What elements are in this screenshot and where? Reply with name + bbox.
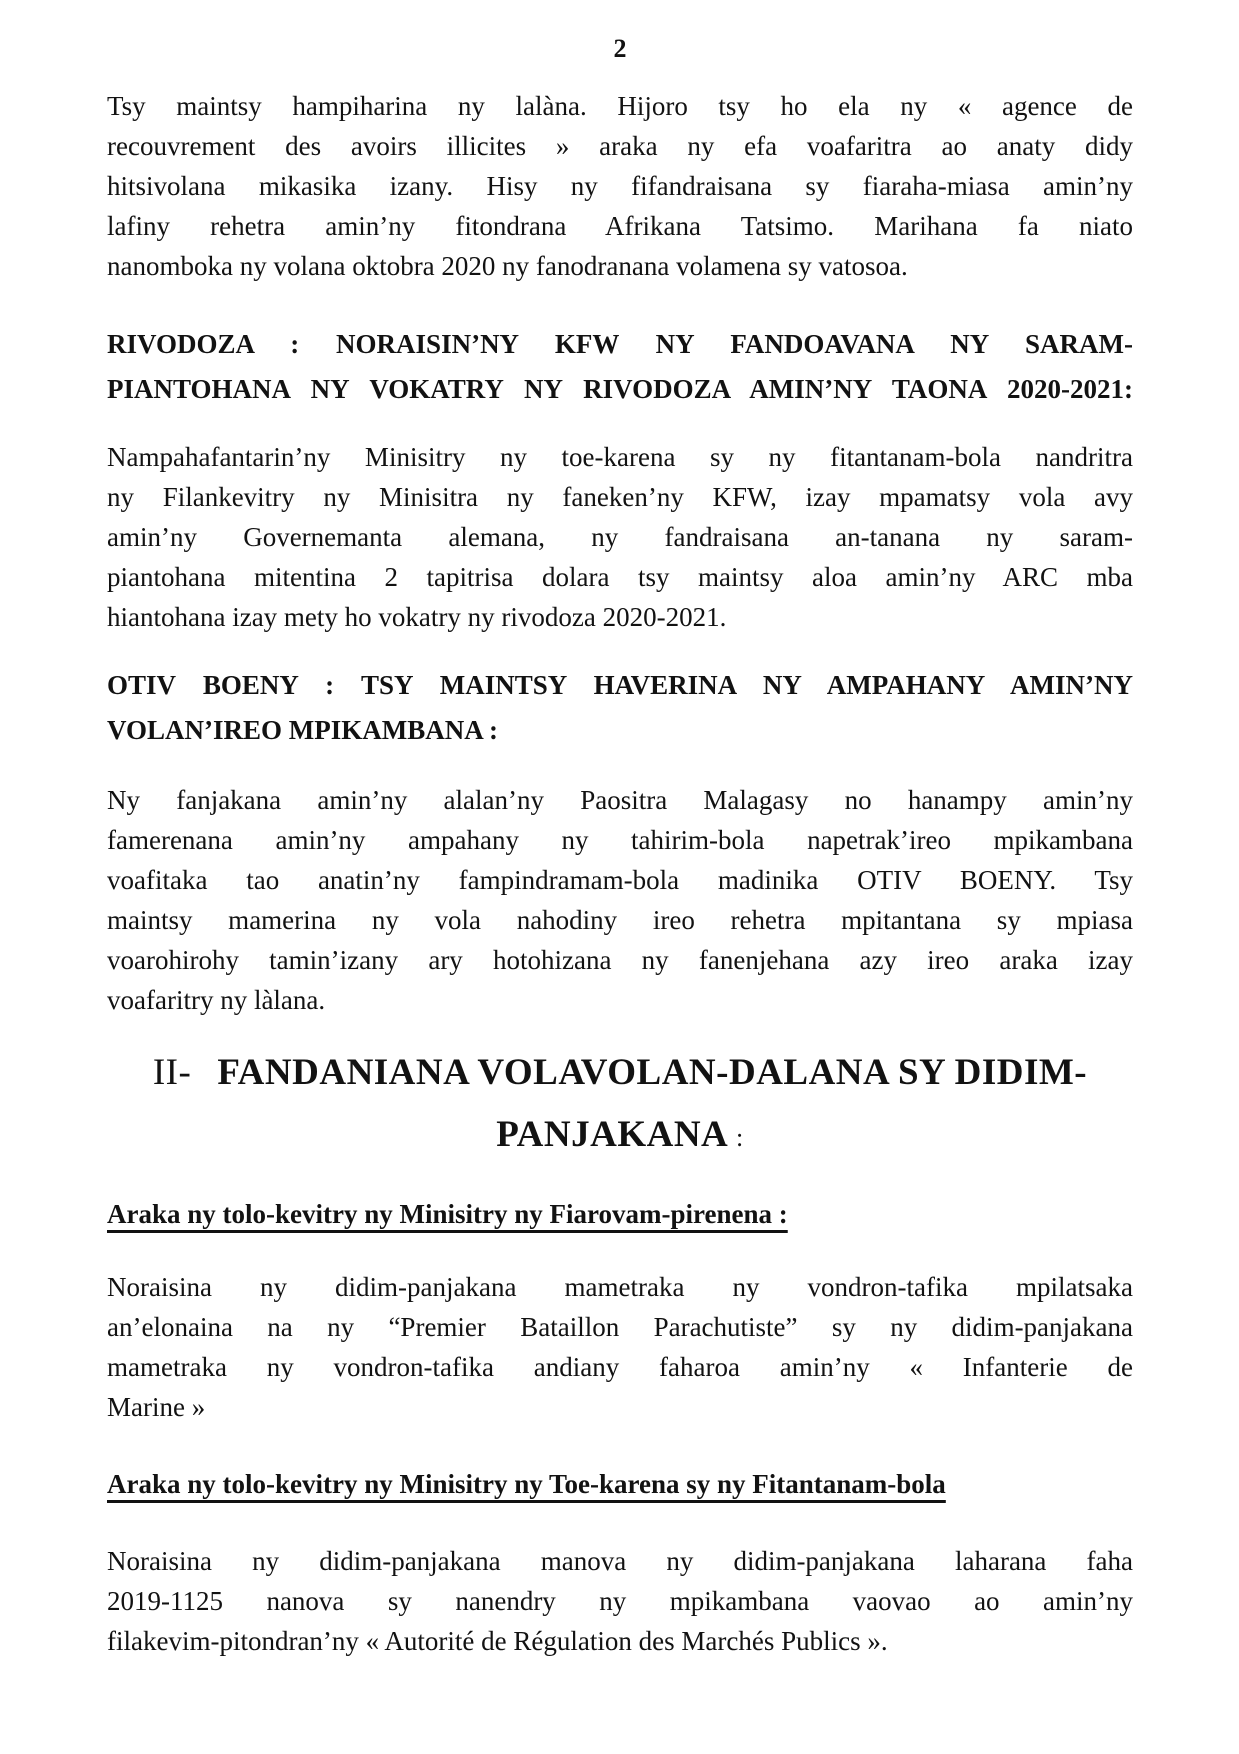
- paragraph-line: ny Filankevitry ny Minisitra ny faneken’ny KFW, izay mpamatsy vola avy: [107, 482, 1133, 512]
- section-title-line-1: [107, 1042, 1133, 1104]
- section-title-line-2: [107, 1104, 1133, 1169]
- paragraph-line: famerenana amin’ny ampahany ny tahirim-bola napetrak’ireo mpikambana: [107, 825, 1133, 855]
- subheading-fiarovam-pirenena: [107, 1193, 1133, 1235]
- subheading-text: Araka ny tolo-kevitry ny Minisitry ny Toe-karena sy ny Fitantanam-bola: [107, 1469, 946, 1499]
- section-numeral: II-: [152, 1052, 192, 1093]
- section-title: [107, 1042, 1133, 1169]
- section-colon: :: [735, 1123, 744, 1152]
- paragraph-line: 2019-1125 nanova sy nanendry ny mpikambana vaovao ao amin’ny: [107, 1586, 1133, 1616]
- paragraph-line: voafaritry ny làlana.: [107, 985, 326, 1015]
- heading-line: VOLAN’IREO MPIKAMBANA :: [107, 715, 498, 745]
- heading-rivodoza: [107, 322, 1133, 412]
- paragraph-line: Nampahafantarin’ny Minisitry ny toe-karena sy ny fitantanam-bola nandritra: [107, 442, 1133, 472]
- paragraph-defense-decrees: [107, 1267, 1133, 1427]
- paragraph-kfw: [107, 437, 1133, 637]
- paragraph-line: nanomboka ny volana oktobra 2020 ny fanodranana volamena sy vatosoa.: [107, 251, 908, 281]
- paragraph-line: maintsy mamerina ny vola nahodiny ireo rehetra mpitantana sy mpiasa: [107, 905, 1133, 935]
- heading-otiv-boeny: [107, 663, 1133, 753]
- paragraph-line: amin’ny Governemanta alemana, ny fandraisana an-tanana ny saram-: [107, 522, 1133, 552]
- paragraph-line: Noraisina ny didim-panjakana manova ny didim-panjakana laharana faha: [107, 1546, 1133, 1576]
- paragraph-line: voarohirohy tamin’izany ary hotohizana ny fanenjehana azy ireo araka izay: [107, 945, 1133, 975]
- section-title-text: PANJAKANA: [496, 1114, 727, 1155]
- paragraph-line: piantohana mitentina 2 tapitrisa dolara tsy maintsy aloa amin’ny ARC mba: [107, 562, 1133, 592]
- paragraph-law-enforcement: [107, 86, 1133, 286]
- paragraph-armp-decree: [107, 1541, 1133, 1661]
- paragraph-line: recouvrement des avoirs illicites » araka ny efa voafaritra ao anaty didy: [107, 131, 1133, 161]
- page-number: 2: [613, 34, 627, 63]
- paragraph-line: an’elonaina na ny “Premier Bataillon Parachutiste” sy ny didim-panjakana: [107, 1312, 1133, 1342]
- paragraph-line: Ny fanjakana amin’ny alalan’ny Paositra Malagasy no hanampy amin’ny: [107, 785, 1133, 815]
- paragraph-line: Tsy maintsy hampiharina ny lalàna. Hijoro tsy ho ela ny « agence de: [107, 91, 1133, 121]
- subheading-toe-karena: [107, 1463, 1133, 1505]
- paragraph-otiv-boeny: [107, 780, 1133, 1020]
- paragraph-line: filakevim-pitondran’ny « Autorité de Régulation des Marchés Publics ».: [107, 1626, 888, 1656]
- heading-line: PIANTOHANA NY VOKATRY NY RIVODOZA AMIN’NY TAONA 2020-2021:: [107, 374, 1133, 404]
- paragraph-line: hiantohana izay mety ho vokatry ny rivodoza 2020-2021.: [107, 602, 727, 632]
- paragraph-line: Marine »: [107, 1392, 206, 1422]
- paragraph-line: hitsivolana mikasika izany. Hisy ny fifandraisana sy fiaraha-miasa amin’ny: [107, 171, 1133, 201]
- paragraph-line: Noraisina ny didim-panjakana mametraka ny vondron-tafika mpilatsaka: [107, 1272, 1133, 1302]
- subheading-text: Araka ny tolo-kevitry ny Minisitry ny Fiarovam-pirenena :: [107, 1199, 788, 1229]
- paragraph-line: voafitaka tao anatin’ny fampindramam-bola madinika OTIV BOENY. Tsy: [107, 865, 1133, 895]
- paragraph-line: mametraka ny vondron-tafika andiany faharoa amin’ny « Infanterie de: [107, 1352, 1133, 1382]
- paragraph-line: lafiny rehetra amin’ny fitondrana Afrikana Tatsimo. Marihana fa niato: [107, 211, 1133, 241]
- heading-line: OTIV BOENY : TSY MAINTSY HAVERINA NY AMPAHANY AMIN’NY: [107, 670, 1133, 700]
- section-title-text: FANDANIANA VOLAVOLAN-DALANA SY DIDIM-: [217, 1052, 1088, 1093]
- heading-line: RIVODOZA : NORAISIN’NY KFW NY FANDOAVANA NY SARAM-: [107, 329, 1133, 359]
